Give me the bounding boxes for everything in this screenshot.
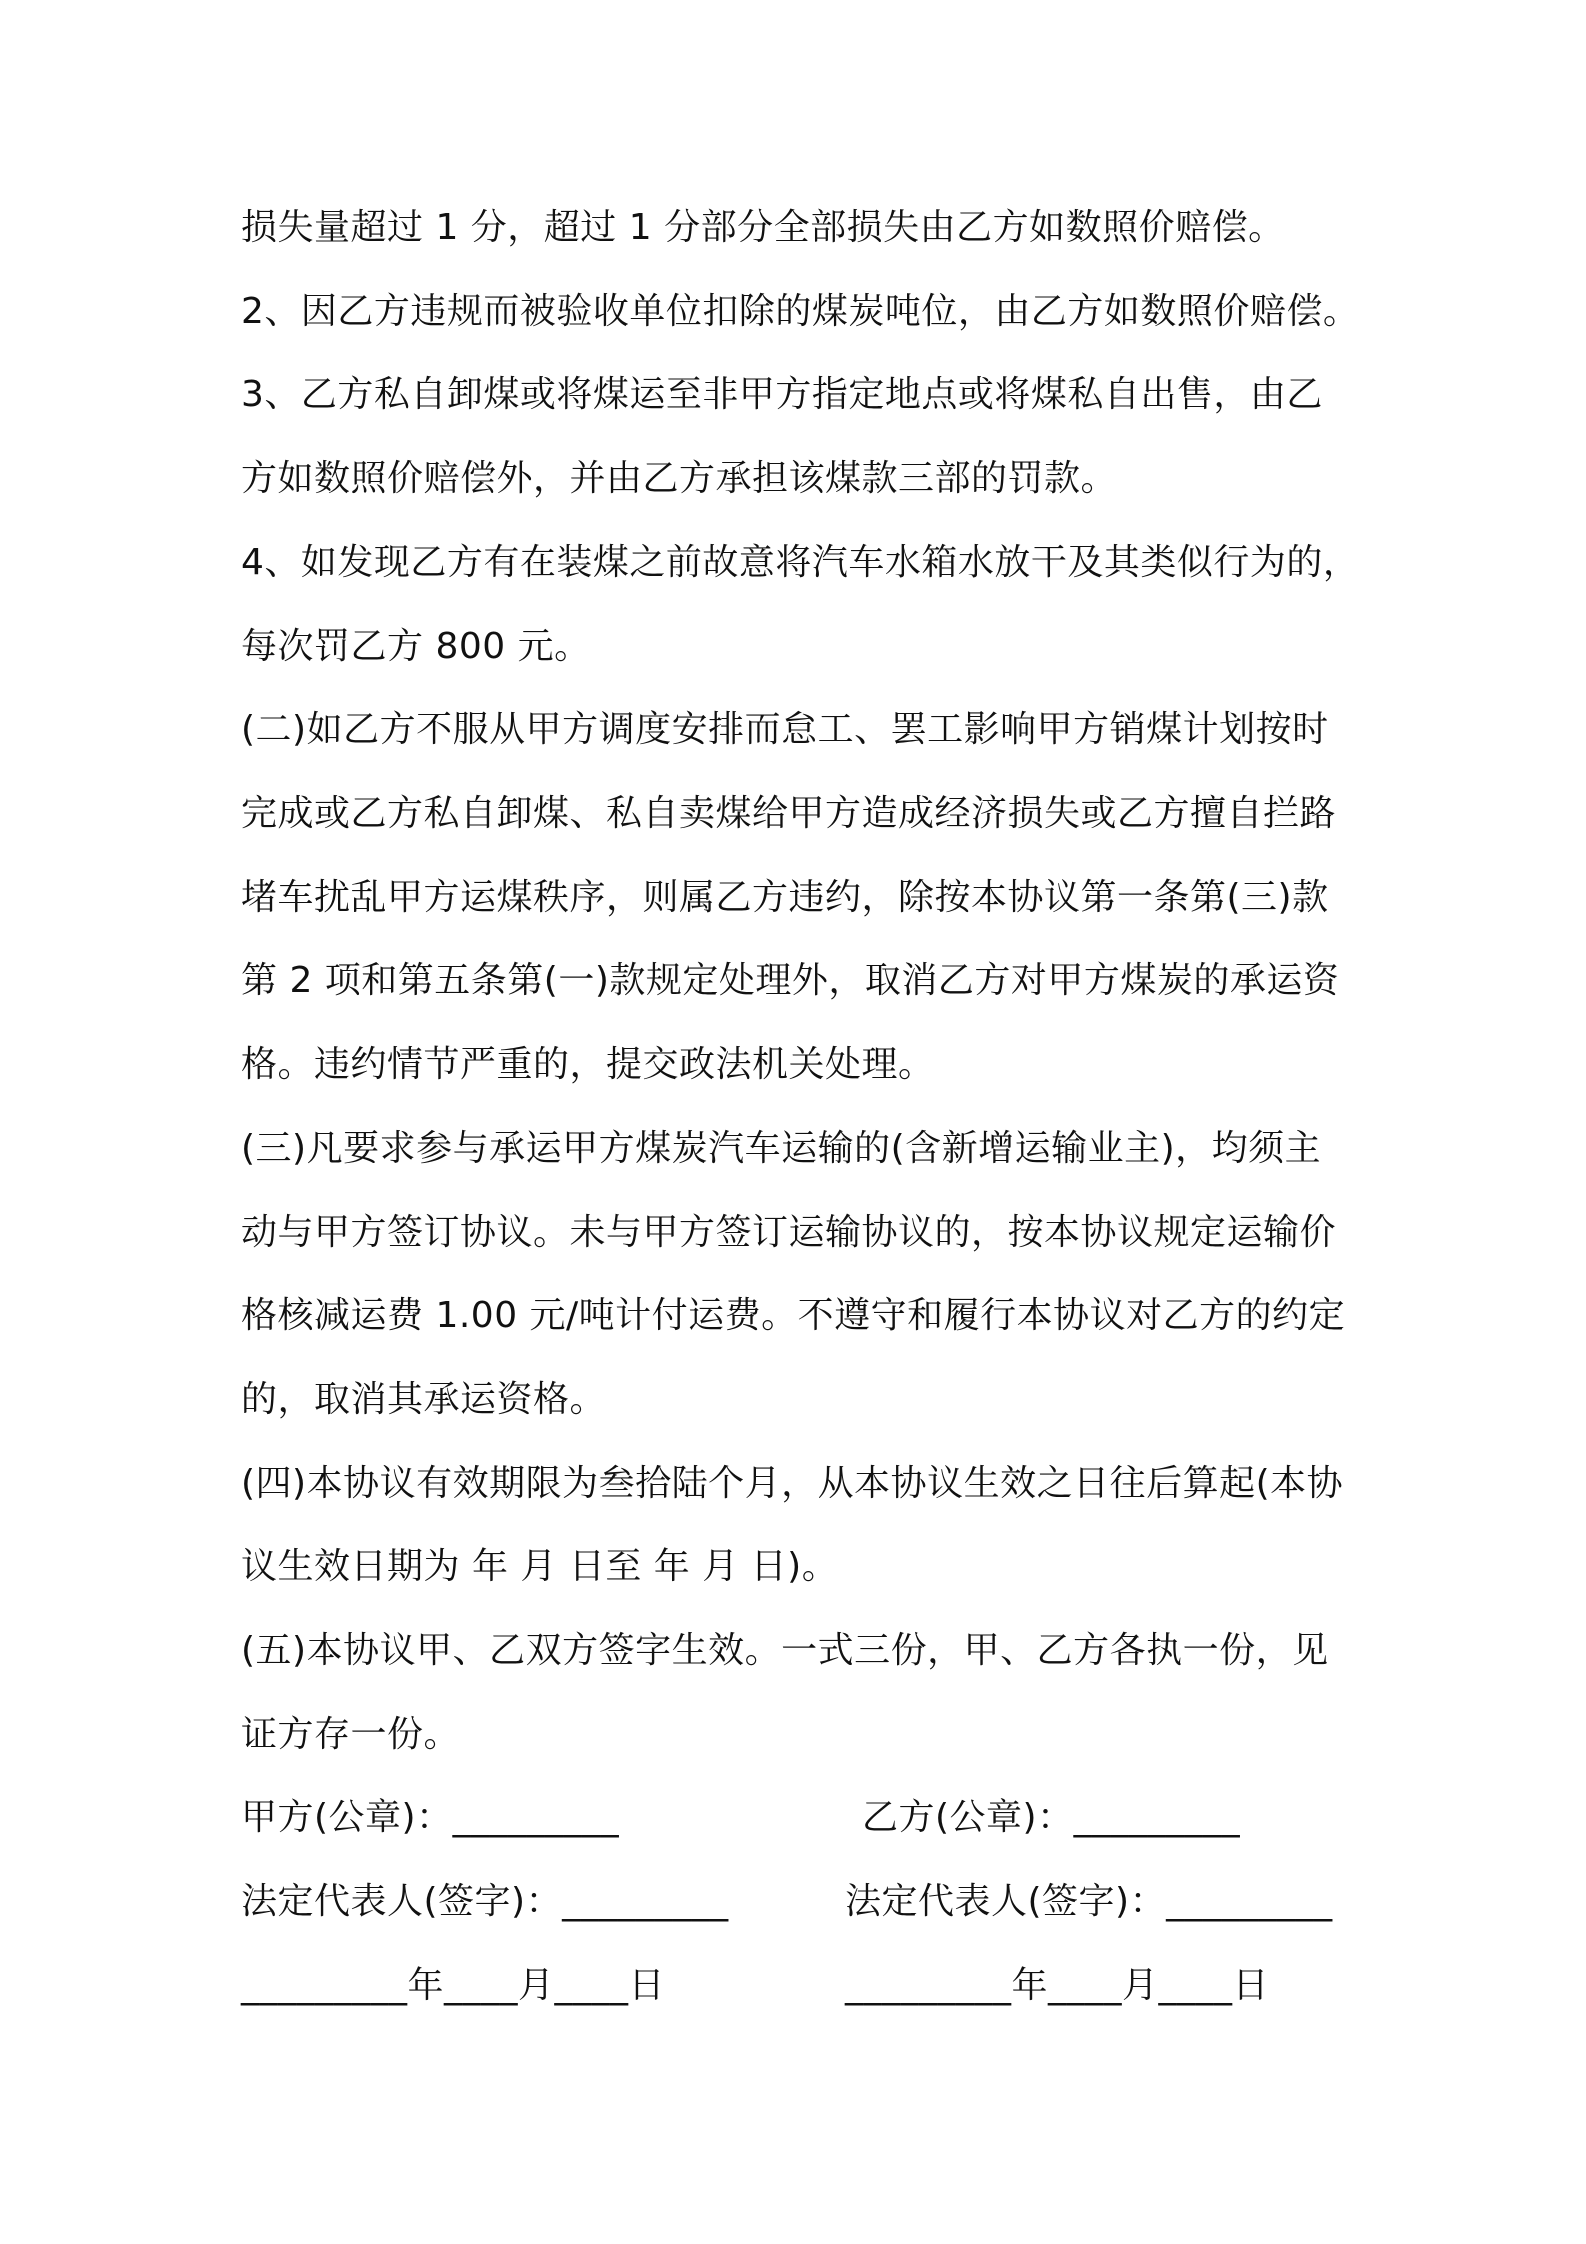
paragraph-line-16: (四)本协议有效期限为叁拾陆个月，从本协议生效之日往后算起(本协 <box>241 1463 1344 1504</box>
paragraph-line-5: 4、如发现乙方有在装煤之前故意将汽车水箱水放干及其类似行为的， <box>241 542 1360 583</box>
paragraph-line-14: 格核减运费 1.00 元/吨计付运费。不遵守和履行本协议对乙方的约定 <box>241 1295 1346 1336</box>
paragraph-line-10: 第 2 项和第五条第(一)款规定处理外，取消乙方对甲方煤炭的承运资 <box>241 960 1340 1001</box>
paragraph-line-7: (二)如乙方不服从甲方调度安排而怠工、罢工影响甲方销煤计划按时 <box>241 709 1329 750</box>
party-b-representative-line: 法定代表人(签字)：_________ <box>845 1881 1333 1922</box>
paragraph-line-2: 2、因乙方违规而被验收单位扣除的煤炭吨位，由乙方如数照价赔偿。 <box>241 291 1360 332</box>
paragraph-line-17: 议生效日期为 年 月 日至 年 月 日)。 <box>241 1546 839 1587</box>
party-a-date-line: _________年____月____日 <box>241 1965 665 2006</box>
paragraph-line-6: 每次罚乙方 800 元。 <box>241 626 591 667</box>
paragraph-line-13: 动与甲方签订协议。未与甲方签订运输协议的，按本协议规定运输价 <box>241 1212 1337 1253</box>
party-b-seal-line: 乙方(公章)：_________ <box>862 1797 1241 1838</box>
paragraph-line-3: 3、乙方私自卸煤或将煤运至非甲方指定地点或将煤私自出售，由乙 <box>241 374 1323 415</box>
paragraph-line-15: 的，取消其承运资格。 <box>241 1379 607 1420</box>
paragraph-line-19: 证方存一份。 <box>241 1714 461 1755</box>
party-a-seal-line: 甲方(公章)：_________ <box>241 1797 620 1838</box>
paragraph-line-12: (三)凡要求参与承运甲方煤炭汽车运输的(含新增运输业主)，均须主 <box>241 1128 1322 1169</box>
paragraph-line-11: 格。违约情节严重的，提交政法机关处理。 <box>241 1044 935 1085</box>
party-b-date-line: _________年____月____日 <box>845 1965 1269 2006</box>
party-a-representative-line: 法定代表人(签字)：_________ <box>241 1881 729 1922</box>
paragraph-line-4: 方如数照价赔偿外，并由乙方承担该煤款三部的罚款。 <box>241 458 1118 499</box>
paragraph-line-8: 完成或乙方私自卸煤、私自卖煤给甲方造成经济损失或乙方擅自拦路 <box>241 793 1337 834</box>
paragraph-line-1: 损失量超过 1 分，超过 1 分部分全部损失由乙方如数照价赔偿。 <box>241 207 1285 248</box>
paragraph-line-18: (五)本协议甲、乙双方签字生效。一式三份，甲、乙方各执一份，见 <box>241 1630 1329 1671</box>
paragraph-line-9: 堵车扰乱甲方运煤秩序，则属乙方违约，除按本协议第一条第(三)款 <box>241 877 1329 918</box>
